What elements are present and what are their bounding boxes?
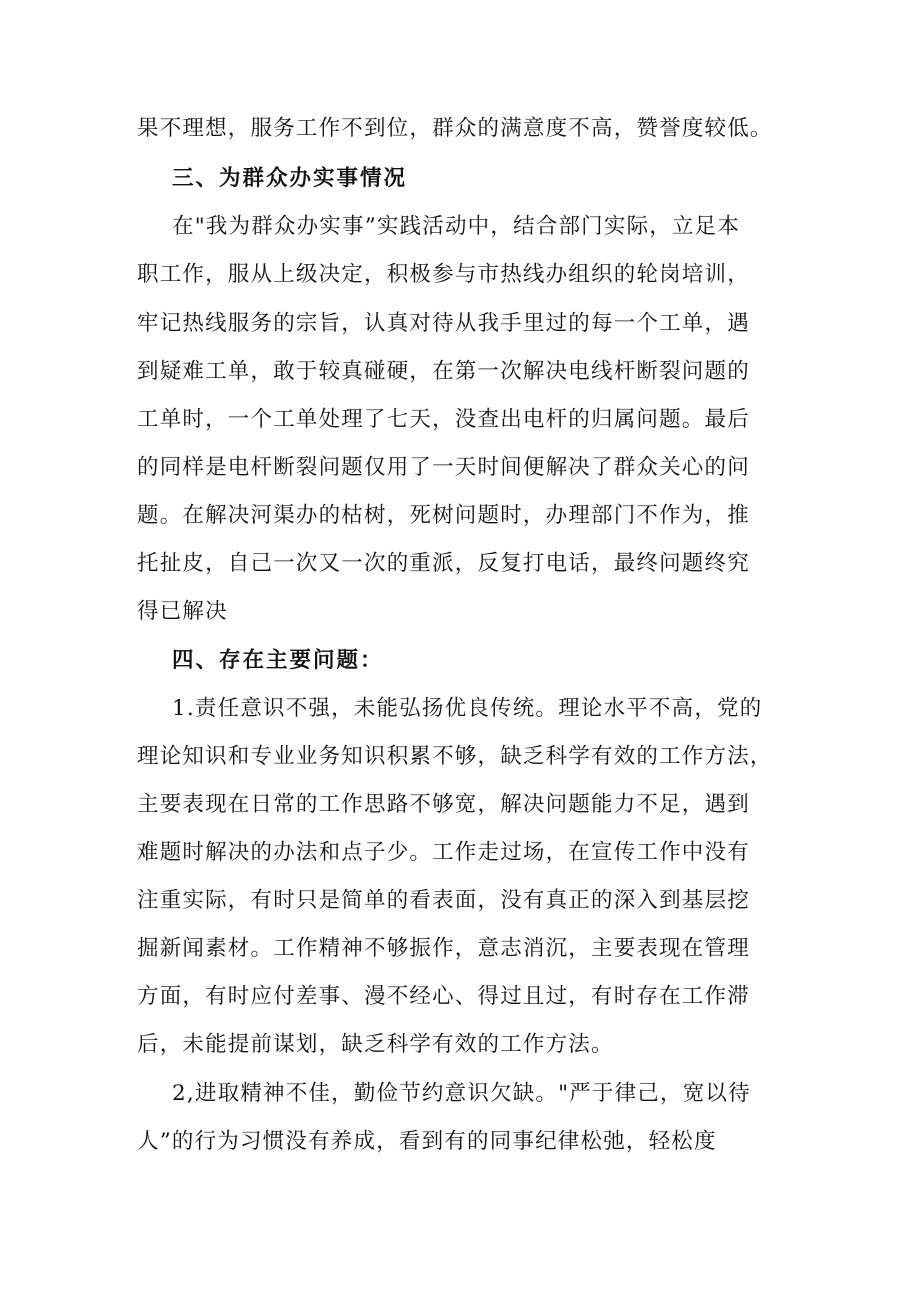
paragraph-line: 到疑难工单，敢于较真碰硬，在第一次解决电线杆断裂问题的 bbox=[137, 359, 750, 384]
paragraph-line: 在"我为群众办实事”实践活动中，结合部门实际，立足本 bbox=[172, 214, 741, 239]
paragraph-line: 工单时，一个工单处理了七天，没查出电杆的归属问题。最后 bbox=[137, 407, 750, 432]
paragraph-line: 主要表现在日常的工作思路不够宽，解决问题能力不足，遇到 bbox=[137, 792, 750, 817]
paragraph-line: 掘新闻素材。工作精神不够振作，意志消沉，主要表现在管理 bbox=[137, 936, 750, 961]
paragraph-line: 1.责任意识不强，未能弘扬优良传统。理论水平不高，党的 bbox=[172, 696, 763, 721]
paragraph-line: 人”的行为习惯没有养成，看到有的同事纪律松弛，轻松度 bbox=[137, 1129, 717, 1154]
paragraph-line: 注重实际，有时只是简单的看表面，没有真正的深入到基层挖 bbox=[137, 888, 750, 913]
paragraph-line: 理论知识和专业业务知识积累不够，缺乏科学有效的工作方法， bbox=[137, 744, 773, 769]
paragraph-line: 难题时解决的办法和点子少。工作走过场，在宣传工作中没有 bbox=[137, 840, 750, 865]
paragraph-line: 果不理想，服务工作不到位，群众的满意度不高，赞誉度较低。 bbox=[137, 116, 773, 141]
paragraph-line: 的同样是电杆断裂问题仅用了一天时间便解决了群众关心的问 bbox=[137, 455, 750, 480]
section-heading-4: 四、存在主要问题： bbox=[172, 648, 384, 673]
paragraph-line: 2,进取精神不佳，勤俭节约意识欠缺。"严于律己，宽以待 bbox=[172, 1081, 751, 1106]
paragraph-line: 得已解决 bbox=[137, 599, 228, 624]
section-heading-3: 三、为群众办实事情况 bbox=[172, 166, 408, 191]
paragraph-line: 托扯皮，自己一次又一次的重派，反复打电话，最终问题终究 bbox=[137, 551, 750, 576]
paragraph-line: 职工作，服从上级决定，积极参与市热线办组织的轮岗培训， bbox=[137, 262, 750, 287]
paragraph-line: 方面，有时应付差事、漫不经心、得过且过，有时存在工作滞 bbox=[137, 984, 750, 1009]
paragraph-line: 题。在解决河渠办的枯树，死树问题时，办理部门不作为，推 bbox=[137, 503, 750, 528]
paragraph-line: 牢记热线服务的宗旨，认真对待从我手里过的每一个工单，遇 bbox=[137, 311, 750, 336]
paragraph-line: 后，未能提前谋划，缺乏科学有效的工作方法。 bbox=[137, 1032, 614, 1057]
